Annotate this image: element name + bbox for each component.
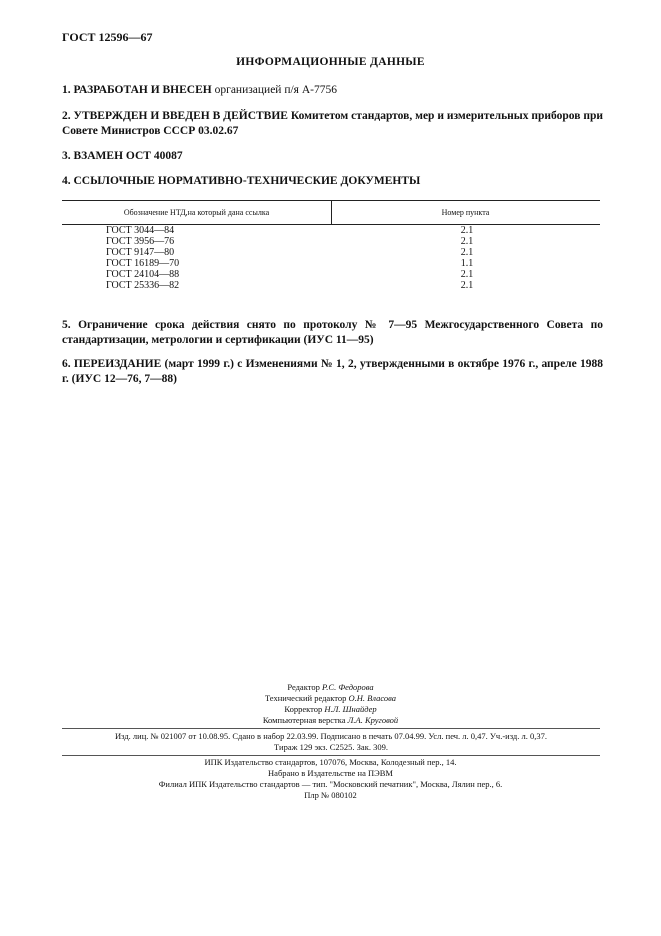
table-row [62,247,600,258]
print-info-line: Тираж 129 экз. С2525. Зак. 309. [274,742,388,752]
publisher-line: Набрано в Издательстве на ПЭВМ [268,768,393,778]
table-cell-document: ГОСТ 9147—80 [106,247,175,258]
credit-name: О.Н. Власова [348,693,397,703]
table-row [62,280,600,291]
imprint-divider [62,728,600,729]
publisher-line: Филиал ИПК Издательство стандартов — тип. "Московский печатник", Москва, Лялин пер., 6. [158,779,503,789]
table-row [62,225,600,236]
item-text: (март 1999 г.) с Изменениями № 1, 2, утвержденными в октябре 1976 г., апреле 1988 г. (ИУС 12—76, 7—88) [62,358,603,385]
info-item-6 [62,357,603,387]
credit-name: Н.Л. Шнайдер [324,704,377,714]
credit-role: Редактор [287,682,322,692]
table-cell-point: 1.1 [460,258,474,269]
info-item-3 [62,149,603,164]
credit-tech-editor [0,693,661,704]
item-number: 4. [62,175,71,187]
table-row [62,236,600,247]
credit-corrector [0,704,661,715]
item-number: 3. [62,150,71,162]
table-cell-document: ГОСТ 3956—76 [106,236,175,247]
credit-name: Л.А. Круговой [347,715,399,725]
item-text: организацией п/я А-7756 [211,84,337,96]
item-number: 1. [62,84,71,96]
info-item-4 [62,174,603,189]
print-info [62,731,600,753]
table-cell-point: 2.1 [460,269,474,280]
table-cell-point: 2.1 [460,280,474,291]
item-lead: УТВЕРЖДЕН И ВВЕДЕН В ДЕЙСТВИЕ [73,110,288,122]
table-row [62,269,600,280]
info-item-2 [62,109,603,139]
table-cell-document: ГОСТ 3044—84 [106,225,175,236]
item-lead: ССЫЛОЧНЫЕ НОРМАТИВНО-ТЕХНИЧЕСКИЕ ДОКУМЕНТЫ [73,175,421,187]
table-cell-point: 2.1 [460,225,474,236]
table-cell-document: ГОСТ 24104—88 [106,269,180,280]
credit-role: Технический редактор [264,693,349,703]
item-lead: Ограничение срока действия снято по протоколу № 7—95 Межгосударственного Совета по стандартизации, метрологии и сертификации (ИУС 11—95) [62,319,604,346]
table-row [62,258,600,269]
table-cell-point: 2.1 [460,236,474,247]
credit-name: Р.С. Федорова [321,682,374,692]
table-header-point: Номер пункта [441,208,490,217]
credits-block [0,682,661,726]
document-code: ГОСТ 12596—67 [62,30,153,44]
info-item-5 [62,318,603,348]
publisher-line: Плр № 080102 [304,790,357,800]
imprint-divider [62,755,600,756]
print-info-line: Изд. лиц. № 021007 от 10.08.95. Сдано в набор 22.03.99. Подписано в печать 07.04.99. Усл. печ. л. 0,47. Уч.-изд. л. 0,37. [115,731,547,741]
table-cell-document: ГОСТ 16189—70 [106,258,180,269]
table-cell-document: ГОСТ 25336—82 [106,280,180,291]
table-header-document: Обозначение НТД,на который дана ссылка [123,208,270,217]
table-cell-point: 2.1 [460,247,474,258]
credit-editor [0,682,661,693]
publisher-block [0,757,661,801]
credit-role: Компьютерная верстка [262,715,348,725]
item-number: 6. [62,358,71,370]
item-lead: РАЗРАБОТАН И ВНЕСЕН [73,84,212,96]
item-text: Комитетом стандартов, мер и измерительных приборов при Совете Министров СССР 03.02.67 [62,110,604,137]
item-number: 2. [62,110,71,122]
credit-layout [0,715,661,726]
publisher-line: ИПК Издательство стандартов, 107076, Москва, Колодезный пер., 14. [204,757,457,767]
info-item-1 [62,83,603,98]
item-number: 5. [62,319,71,331]
item-lead: ПЕРЕИЗДАНИЕ [73,358,162,370]
page-title: ИНФОРМАЦИОННЫЕ ДАННЫЕ [236,56,425,68]
credit-role: Корректор [284,704,325,714]
item-lead: ВЗАМЕН ОСТ 40087 [73,150,183,162]
